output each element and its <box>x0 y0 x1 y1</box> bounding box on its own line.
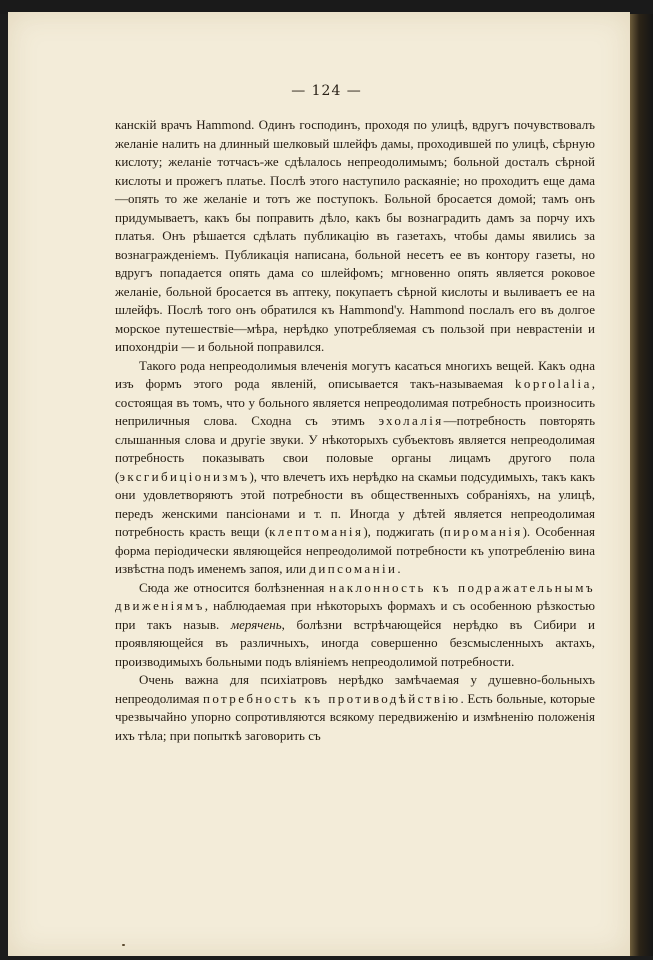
text-run: , состоящая въ томъ, что у больного является непреодолимая потребность произносить неприличныя слова. Сходна съ этимъ <box>115 376 595 428</box>
text-run: канскій врачъ Hammond. Одинъ господинъ, проходя по улицѣ, вдругъ почувствовалъ желаніе налить на длинный шелковый шлейфъ дамы, проходившей по улицѣ, сѣрную кислоту; желаніе тотчасъ-же сдѣлалось непреодолимымъ; больной досталъ сѣрной кислоты и прожегъ платье. Послѣ этого наступило раскаяніе; но проходитъ еще дама—опять то же желаніе и тотъ же поступокъ. Больной бросается домой; тамъ онъ придумываетъ, какъ бы поправить дѣло, какъ бы вознаградить дамъ за порчу ихъ платья. Онъ рѣшается сдѣлать публикацію въ газетахъ, чтобы дамы явились за вознагражденіемъ. Публикація написана, больной несетъ ее въ контору газеты, но вдругъ попадается опять дама со шлейфомъ; мгновенно опять является роковое желаніе, больной бросается въ аптеку, покупаетъ сѣрной кислоты и выливаетъ ее на шлейфъ. Послѣ того онъ обратился къ Hammond'у. Hammond послалъ его въ долгое морское путешествіе—мѣра, нерѣдко употребляемая съ пользой при неврастеніи и ипохондріи — и больной поправился. <box>115 117 595 354</box>
text-run: . <box>397 561 401 576</box>
spaced-term: наклонность къ подражательнымъ движеніямъ <box>115 579 595 613</box>
text-run: , болѣзни встрѣчающейся нерѣдко въ Сибири и проявляющейся въ различныхъ, иногда совершенно безсмысленныхъ актахъ, производимыхъ больными подъ вліяніемъ непреодолимой потребности. <box>115 616 595 669</box>
text-run: ), поджигать ( <box>363 524 444 539</box>
page-number: — 124 — <box>291 83 362 99</box>
text-run: . Есть больные, которые чрезвычайно упорно сопротивляются всякому передвиженію и измѣненію положенія ихъ тѣла; при попыткѣ заговорить съ <box>115 690 596 743</box>
spaced-term: клептоманія <box>269 524 364 539</box>
paragraph <box>115 671 595 745</box>
ink-speck <box>122 944 125 946</box>
text-run: Сюда же относится болѣзненная <box>139 579 330 595</box>
italic-term: мерячень <box>230 616 282 632</box>
spaced-term: пироманія <box>443 524 523 539</box>
text-run: Очень важна для психіатровъ нерѣдко замѣчаемая у душевно-больныхъ непреодолимая <box>115 672 595 706</box>
text-run: , наблюдаемая при нѣкоторыхъ формахъ и съ особенною рѣзкостью при такъ назыв. <box>115 598 595 632</box>
spaced-term: эхолалія <box>378 413 444 428</box>
paragraph <box>115 579 595 672</box>
text-run: ). Особенная форма періодически являющейся непреодолимой потребности къ употребленію вина извѣстна подъ именемъ запоя, или <box>115 524 596 576</box>
spaced-term: дипсоманіи <box>309 561 398 576</box>
book-spine-edge <box>630 14 653 956</box>
text-run: —потребность повторять слышанныя слова и другіе звуки. У нѣкоторыхъ субъектовъ является непреодолимая потребность показывать свои половые органы лицамъ другого пола ( <box>115 413 595 484</box>
text-run: ), что влечетъ ихъ нерѣдко на скамьи подсудимыхъ, такъ какъ они удовлетворяютъ этой потребности въ общественныхъ собраніяхъ, на улицѣ, передъ женскими пансіонами и т. п. Иногда у дѣтей является непреодолимая потребность красть вещи ( <box>115 468 595 539</box>
page-body-text <box>115 116 595 745</box>
paragraph <box>115 357 595 579</box>
spaced-term: эксгибиціонизмъ <box>119 468 250 484</box>
paragraph <box>115 116 595 357</box>
spaced-term: потребность къ противодѣйствію <box>202 690 461 706</box>
text-run: Такого рода непреодолимыя влеченія могутъ касаться многихъ вещей. Какъ одна изъ формъ этого рода явленій, описывается такъ-называемая <box>115 357 595 391</box>
spaced-term: koprolalia <box>515 376 592 391</box>
